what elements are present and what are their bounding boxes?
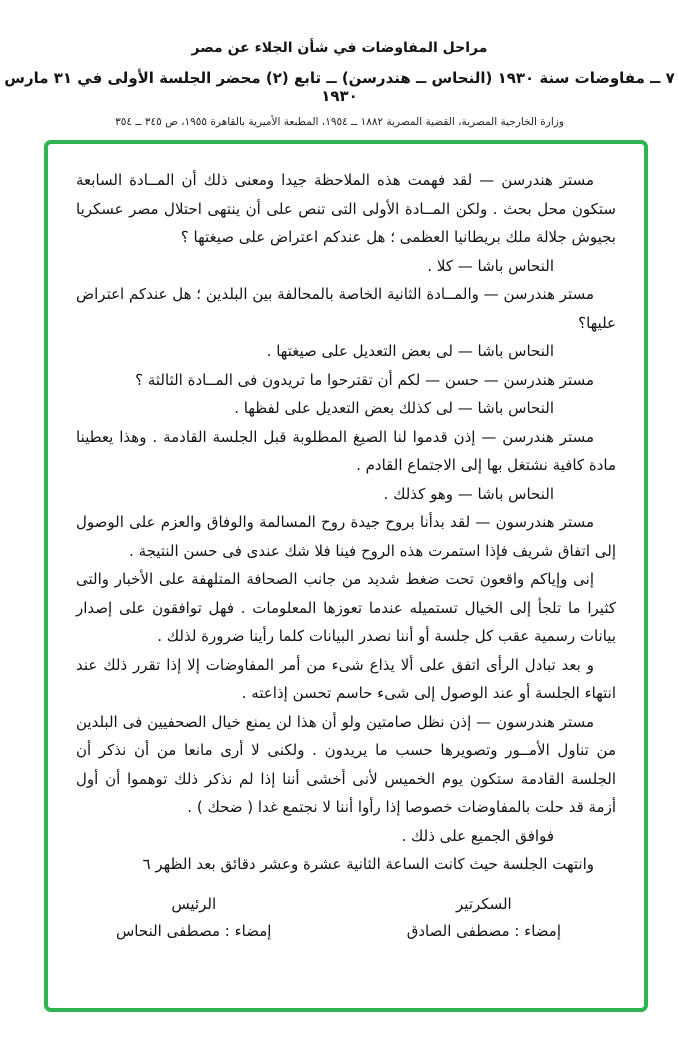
paragraph-11: مستر هندرسون — إذن نظل صامتين ولو أن هذا لن يمنع خيال الصحفيين فى البلدين من تناول الأمــور وتصويرها حسب ما يريدون . ولكنى لا أرى مانعا من أن نذكر أن الجلسة القادمة ستكون يوم الخميس لأنى أخشى أننا إذا لم نذكر ذلك توهموا أن أول أزمة قد حلت بالمفاوضات خصوصا إذا رأوا أننا لا نجتمع غدا ( ضحك ) . [76,712,616,816]
paragraph-6: مستر هندرسن — إذن قدموا لنا الصيغ المطلوبة قبل الجلسة القادمة . وهذا يعطينا مادة كافية نشتغل بها إلى الاجتماع القادم . [76,427,616,474]
secretary-title-label: السكرتير [456,894,512,913]
paragraph-7: النحاس باشا — وهو كذلك . [383,484,554,503]
paragraph-5: النحاس باشا — لى كذلك بعض التعديل على لفظها . [234,399,554,417]
paragraph-9: إنى وإياكم واقعون تحت ضغط شديد من جانب الصحافة المتلهفة على الأخبار والتى كثيرا ما تلجأ إلى الخيال تستميله عندما تعوزها المعلومات . فهل توافقون على إصدار بيانات رسمية عقب كل جلسة أو أننا نصدر البيانات كلما رأينا ضرورة لذلك . [76,570,616,645]
document-body [76,166,616,879]
document-source-citation: وزارة الخارجية المصرية، القضية المصرية ١٨٨٢ ــ ١٩٥٤، المطبعة الأميرية بالقاهرة ١٩٥٥، ص ٣٤٥ ــ ٣٥٤ [115,116,564,128]
document-title: مراحل المفاوضات في شأن الجلاء عن مصر [191,40,488,56]
document-header [0,0,679,128]
paragraph-10: و بعد تبادل الرأى اتفق على ألا يذاع شىء من أمر المفاوضات إلا إذا تقرر ذلك عند انتهاء الجلسة أو عند الوصول إلى شىء حاسم تحسن إذاعته . [76,655,616,702]
document-frame [44,140,648,1012]
paragraph-13: وانتهت الجلسة حيث كانت الساعة الثانية عشرة وعشر دقائق بعد الظهر ٦ [142,855,594,873]
paragraph-12: فوافق الجميع على ذلك . [401,826,554,845]
paragraph-0: مستر هندرسن — لقد فهمت هذه الملاحظة جيدا ومعنى ذلك أن المــادة السابعة ستكون محل بحث . ولكن المــادة الأولى التى تنص على أن ينتهى احتلال مصر عسكريا بجيوش جلالة ملك بريطانيا العظمى ؛ هل عندكم اعتراض على صيغتها ؟ [76,171,616,246]
secretary-signature: إمضاء : مصطفى الصادق [406,921,561,940]
secretary-signature-block [407,895,561,940]
document-subtitle: ٧ ــ مفاوضات سنة ١٩٣٠ (النحاس ــ هندرسن) ــ تابع (٢) محضر الجلسة الأولى في ٣١ مارس ١٩٣٠ [4,69,675,105]
president-signature-block [116,895,271,940]
paragraph-1: النحاس باشا — كلا . [427,256,554,275]
paragraph-2: مستر هندرسن — والمــادة الثانية الخاصة بالمحالفة بين البلدين ؛ هل عندكم اعتراض عليها؟ [76,285,616,332]
president-title-label: الرئيس [171,894,217,913]
paragraph-4: مستر هندرسن — حسن — لكم أن تقترحوا ما تريدون فى المــادة الثالثة ؟ [135,370,594,389]
president-signature: إمضاء : مصطفى النحاس [116,921,272,940]
signatures [76,895,616,940]
paragraph-3: النحاس باشا — لى بعض التعديل على صيغتها . [266,342,554,360]
paragraph-8: مستر هندرسون — لقد بدأنا بروح جيدة روح المسالمة والوفاق والعزم على الوصول إلى اتفاق شريف فإذا استمرت هذه الروح فينا فلا شك عندى فى حسن النتيجة . [76,513,616,560]
